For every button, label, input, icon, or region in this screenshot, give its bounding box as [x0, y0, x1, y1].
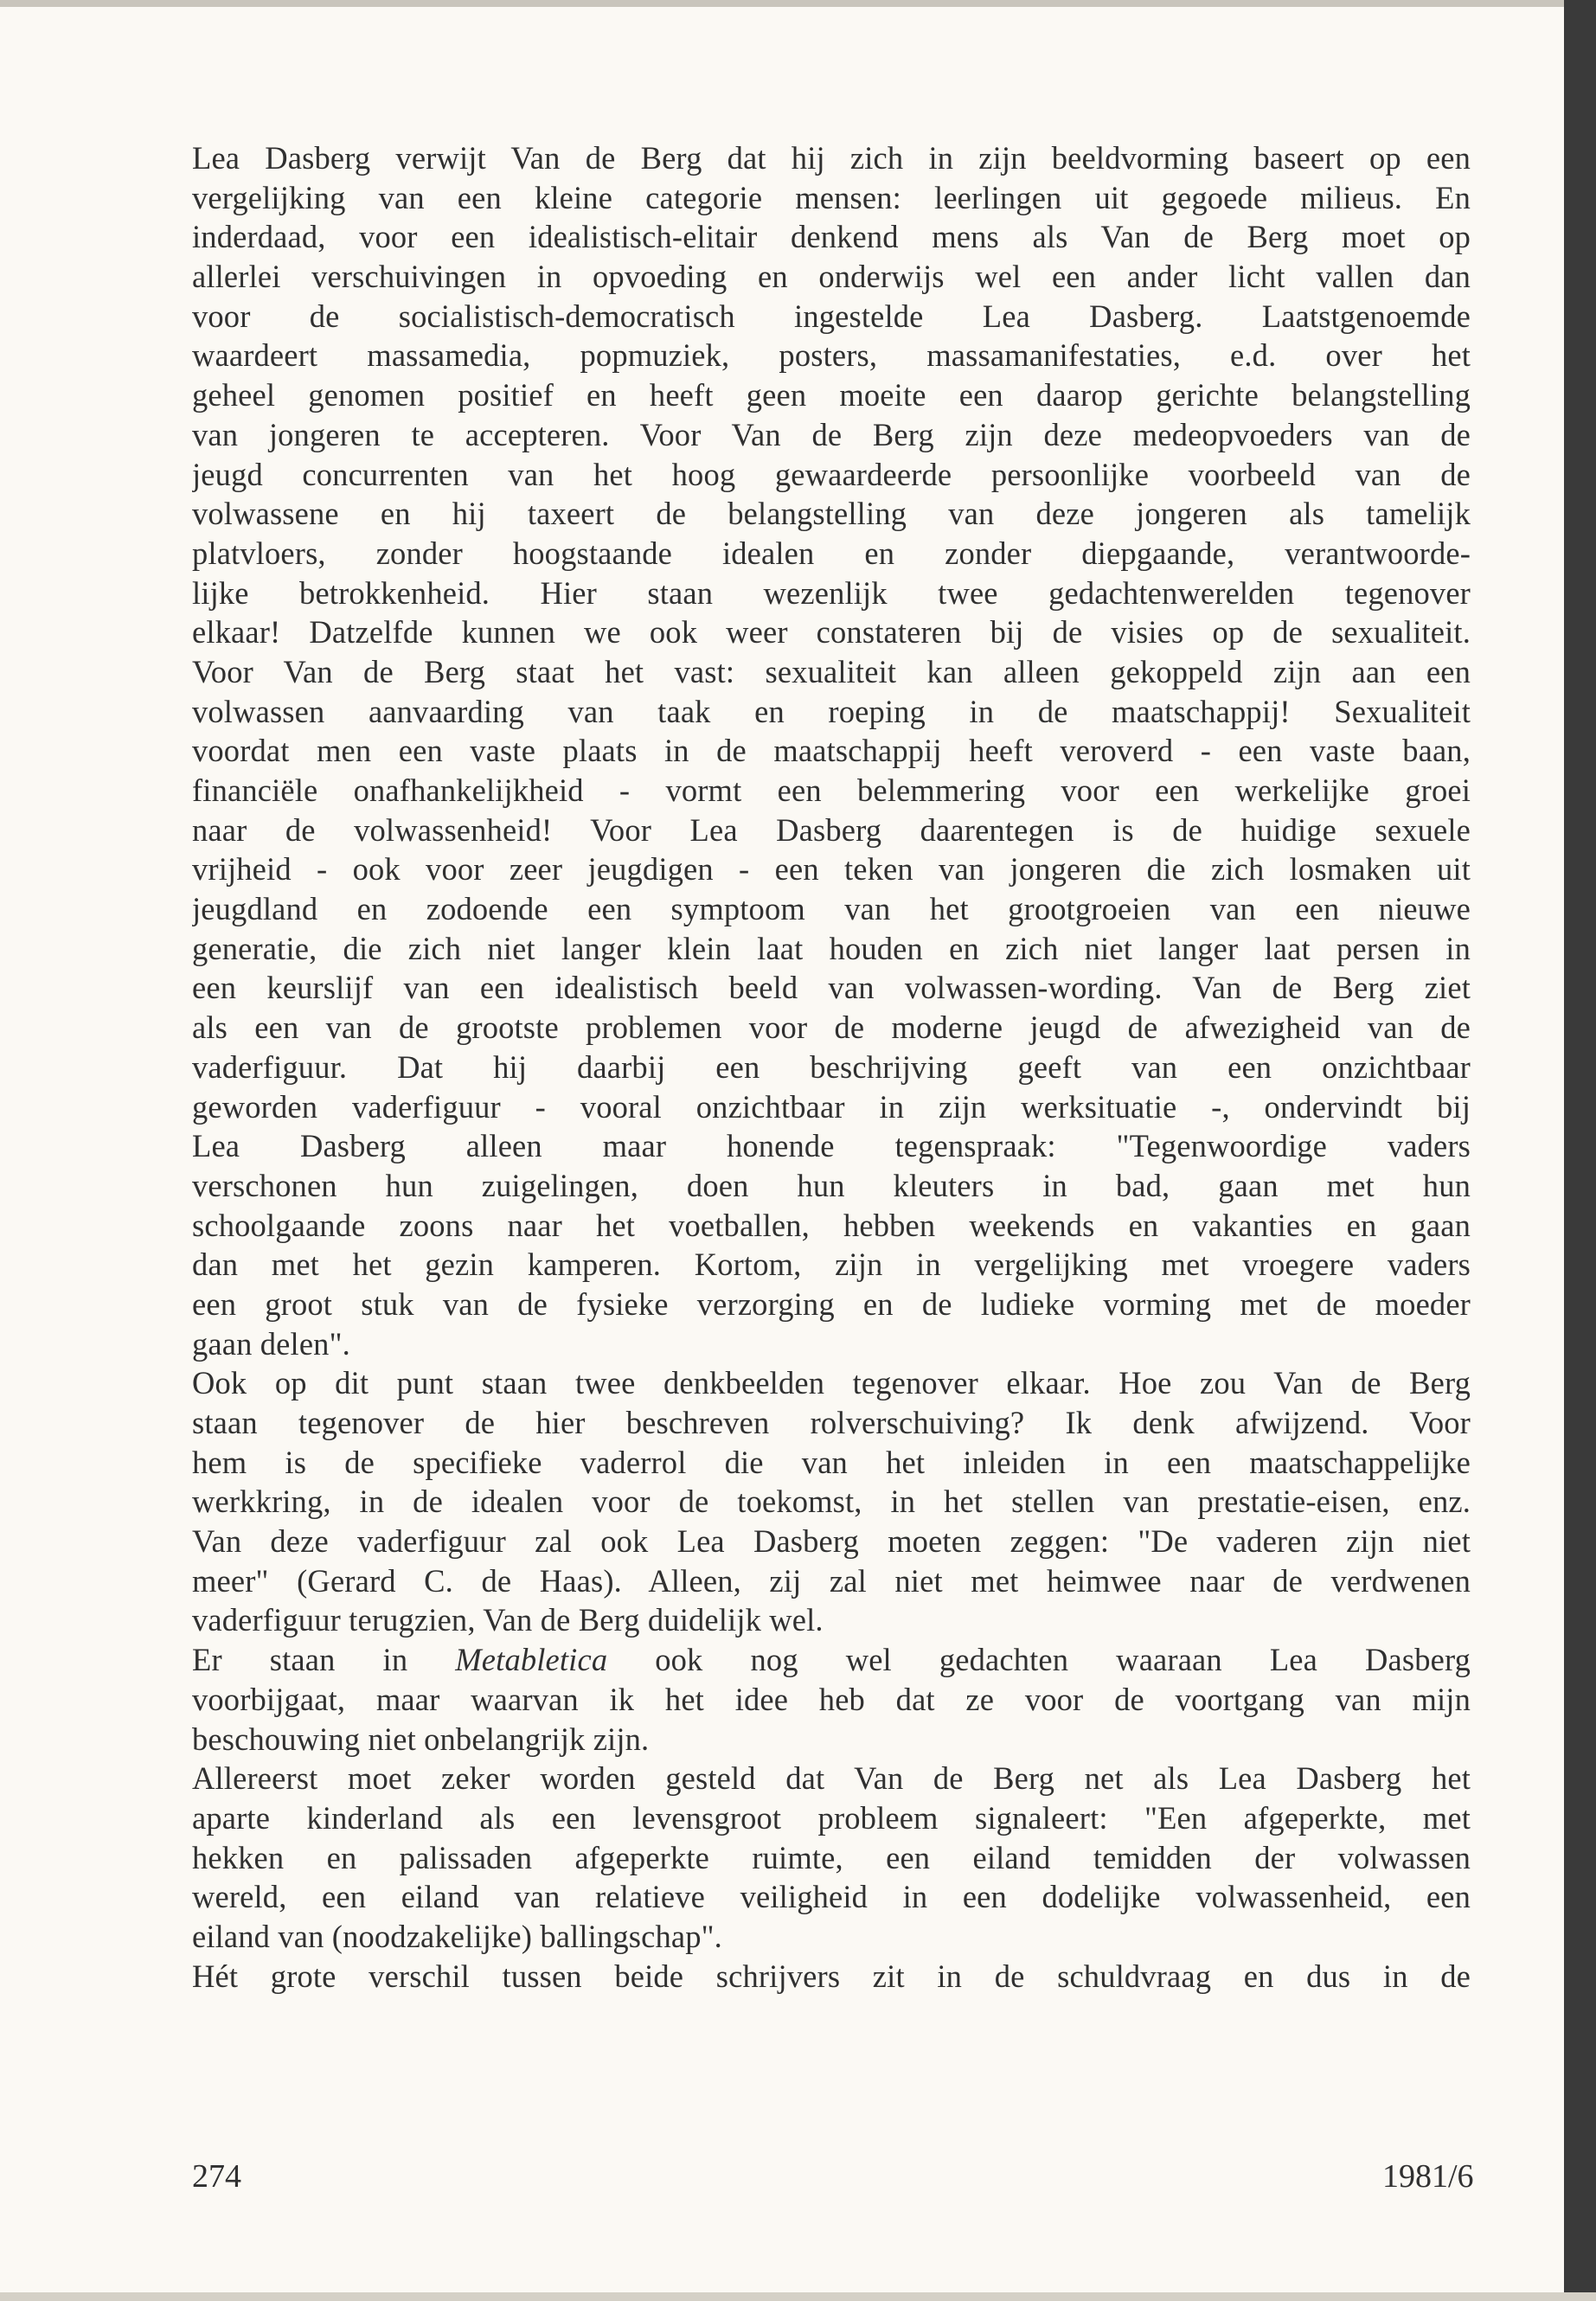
body-text — [192, 138, 1471, 1996]
text-line: vergelijking van een kleine categorie mensen: leerlingen uit gegoede milieus. En — [192, 179, 1471, 215]
text-line: een groot stuk van de fysieke verzorging en de ludieke vorming met de moeder — [192, 1285, 1471, 1322]
text-line: beschouwing niet onbelangrijk zijn. — [192, 1721, 650, 1757]
text-line: voor de socialistisch-democratisch ingestelde Lea Dasberg. Laatstgenoemde — [192, 298, 1471, 334]
text-line: meer" (Gerard C. de Haas). Alleen, zij zal niet met heimwee naar de verdwenen — [192, 1562, 1471, 1599]
text-line: financiële onafhankelijkheid - vormt een belemmering voor een werkelijke groei — [192, 772, 1471, 808]
text-line: voordat men een vaste plaats in de maatschappij heeft veroverd - een vaste baan, — [192, 733, 1471, 769]
text-line: geworden vaderfiguur - vooral onzichtbaar in zijn werksituatie -, ondervindt bij — [192, 1088, 1471, 1125]
text-line: dan met het gezin kamperen. Kortom, zijn in vergelijking met vroegere vaders — [192, 1247, 1471, 1283]
text-line: waardeert massamedia, popmuziek, posters, massamanifestaties, e.d. over het — [192, 337, 1471, 374]
text-line: jeugd concurrenten van het hoog gewaardeerde persoonlijke voorbeeld van de — [192, 456, 1471, 492]
text-line: aparte kinderland als een levensgroot probleem signaleert: "Een afgeperkte, met — [192, 1799, 1471, 1836]
text-line: lijke betrokkenheid. Hier staan wezenlijk twee gedachtenwerelden tegenover — [192, 574, 1471, 611]
text-line: voorbijgaat, maar waarvan ik het idee heb dat ze voor de voortgang van mijn — [192, 1681, 1471, 1717]
text-line: van jongeren te accepteren. Voor Van de Berg zijn deze medeopvoeders van de — [192, 416, 1471, 452]
text-line: staan tegenover de hier beschreven rolverschuiving? Ik denk afwijzend. Voor — [192, 1405, 1471, 1440]
text-line: generatie, die zich niet langer klein laat houden en zich niet langer laat persen in — [192, 930, 1471, 966]
text-line: hekken en palissaden afgeperkte ruimte, een eiland temidden der volwassen — [192, 1839, 1471, 1875]
text-line: volwassene en hij taxeert de belangstelling van deze jongeren als tamelijk — [192, 496, 1471, 532]
scan-edge-bottom — [0, 2292, 1596, 2301]
text-line: werkkring, in de idealen voor de toekomst, in het stellen van prestatie-eisen, enz. — [192, 1484, 1471, 1520]
text-line: verschonen hun zuigelingen, doen hun kleuters in bad, gaan met hun — [192, 1167, 1471, 1203]
scan-edge-top — [0, 0, 1596, 7]
text-line: eiland van (noodzakelijke) ballingschap". — [192, 1918, 722, 1954]
text-line: schoolgaande zoons naar het voetballen, hebben weekends en vakanties en gaan — [192, 1207, 1471, 1243]
text-line: vaderfiguur. Dat hij daarbij een beschrijving geeft van een onzichtbaar — [192, 1048, 1471, 1085]
issue-number: 1981/6 — [1382, 2158, 1474, 2195]
text-line: allerlei verschuivingen in opvoeding en onderwijs wel een ander licht vallen dan — [192, 259, 1471, 295]
text-line: inderdaad, voor een idealistisch-elitair denkend mens als Van de Berg moet op — [192, 219, 1471, 255]
book-title-metabletica: Metabletica — [455, 1642, 608, 1678]
text-line: geheel genomen positief en heeft geen moeite een daarop gerichte belangstelling — [192, 377, 1471, 413]
text-line: Ook op dit punt staan twee denkbeelden tegenover elkaar. Hoe zou Van de Berg — [192, 1365, 1471, 1401]
text-line: Hét grote verschil tussen beide schrijvers zit in de schuldvraag en dus in de — [192, 1958, 1471, 1994]
text-line: vaderfiguur terugzien, Van de Berg duidelijk wel. — [192, 1602, 824, 1638]
text-line: Voor Van de Berg staat het vast: sexualiteit kan alleen gekoppeld zijn aan een — [192, 653, 1471, 689]
text-line: volwassen aanvaarding van taak en roeping in de maatschappij! Sexualiteit — [192, 693, 1471, 729]
text-line-metabletica — [192, 1640, 1471, 1680]
text-line: elkaar! Datzelfde kunnen we ook weer constateren bij de visies op de sexualiteit. — [192, 614, 1471, 651]
text-line: jeugdland en zodoende een symptoom van het grootgroeien van een nieuwe — [192, 891, 1471, 927]
text-line: naar de volwassenheid! Voor Lea Dasberg daarentegen is de huidige sexuele — [192, 811, 1471, 848]
text-line: platvloers, zonder hoogstaande idealen en zonder diepgaande, verantwoorde- — [192, 535, 1471, 571]
text-line: wereld, een eiland van relatieve veiligheid in een dodelijke volwassenheid, een — [192, 1879, 1471, 1915]
scan-edge-right — [1564, 0, 1596, 2301]
text-fragment: ook nog wel gedachten waaraan Lea Dasberg — [607, 1642, 1471, 1678]
text-line: een keurslijf van een idealistisch beeld van volwassen-wording. Van de Berg ziet — [192, 970, 1471, 1006]
text-line: Lea Dasberg verwijt Van de Berg dat hij zich in zijn beeldvorming baseert op een — [192, 140, 1471, 176]
text-line: als een van de grootste problemen voor de moderne jeugd de afwezigheid van de — [192, 1009, 1471, 1046]
text-line: Lea Dasberg alleen maar honende tegenspraak: "Tegenwoordige vaders — [192, 1128, 1471, 1164]
text-line: Van deze vaderfiguur zal ook Lea Dasberg moeten zeggen: "De vaderen zijn niet — [192, 1523, 1471, 1560]
text-line: hem is de specifieke vaderrol die van het inleiden in een maatschappelijke — [192, 1444, 1471, 1480]
text-line: Allereerst moet zeker worden gesteld dat Van de Berg net als Lea Dasberg het — [192, 1760, 1471, 1797]
text-line: gaan delen". — [192, 1325, 350, 1362]
text-line: vrijheid - ook voor zeer jeugdigen - een teken van jongeren die zich losmaken uit — [192, 851, 1471, 888]
text-fragment: Er staan in — [192, 1642, 456, 1678]
page-number: 274 — [192, 2158, 241, 2195]
